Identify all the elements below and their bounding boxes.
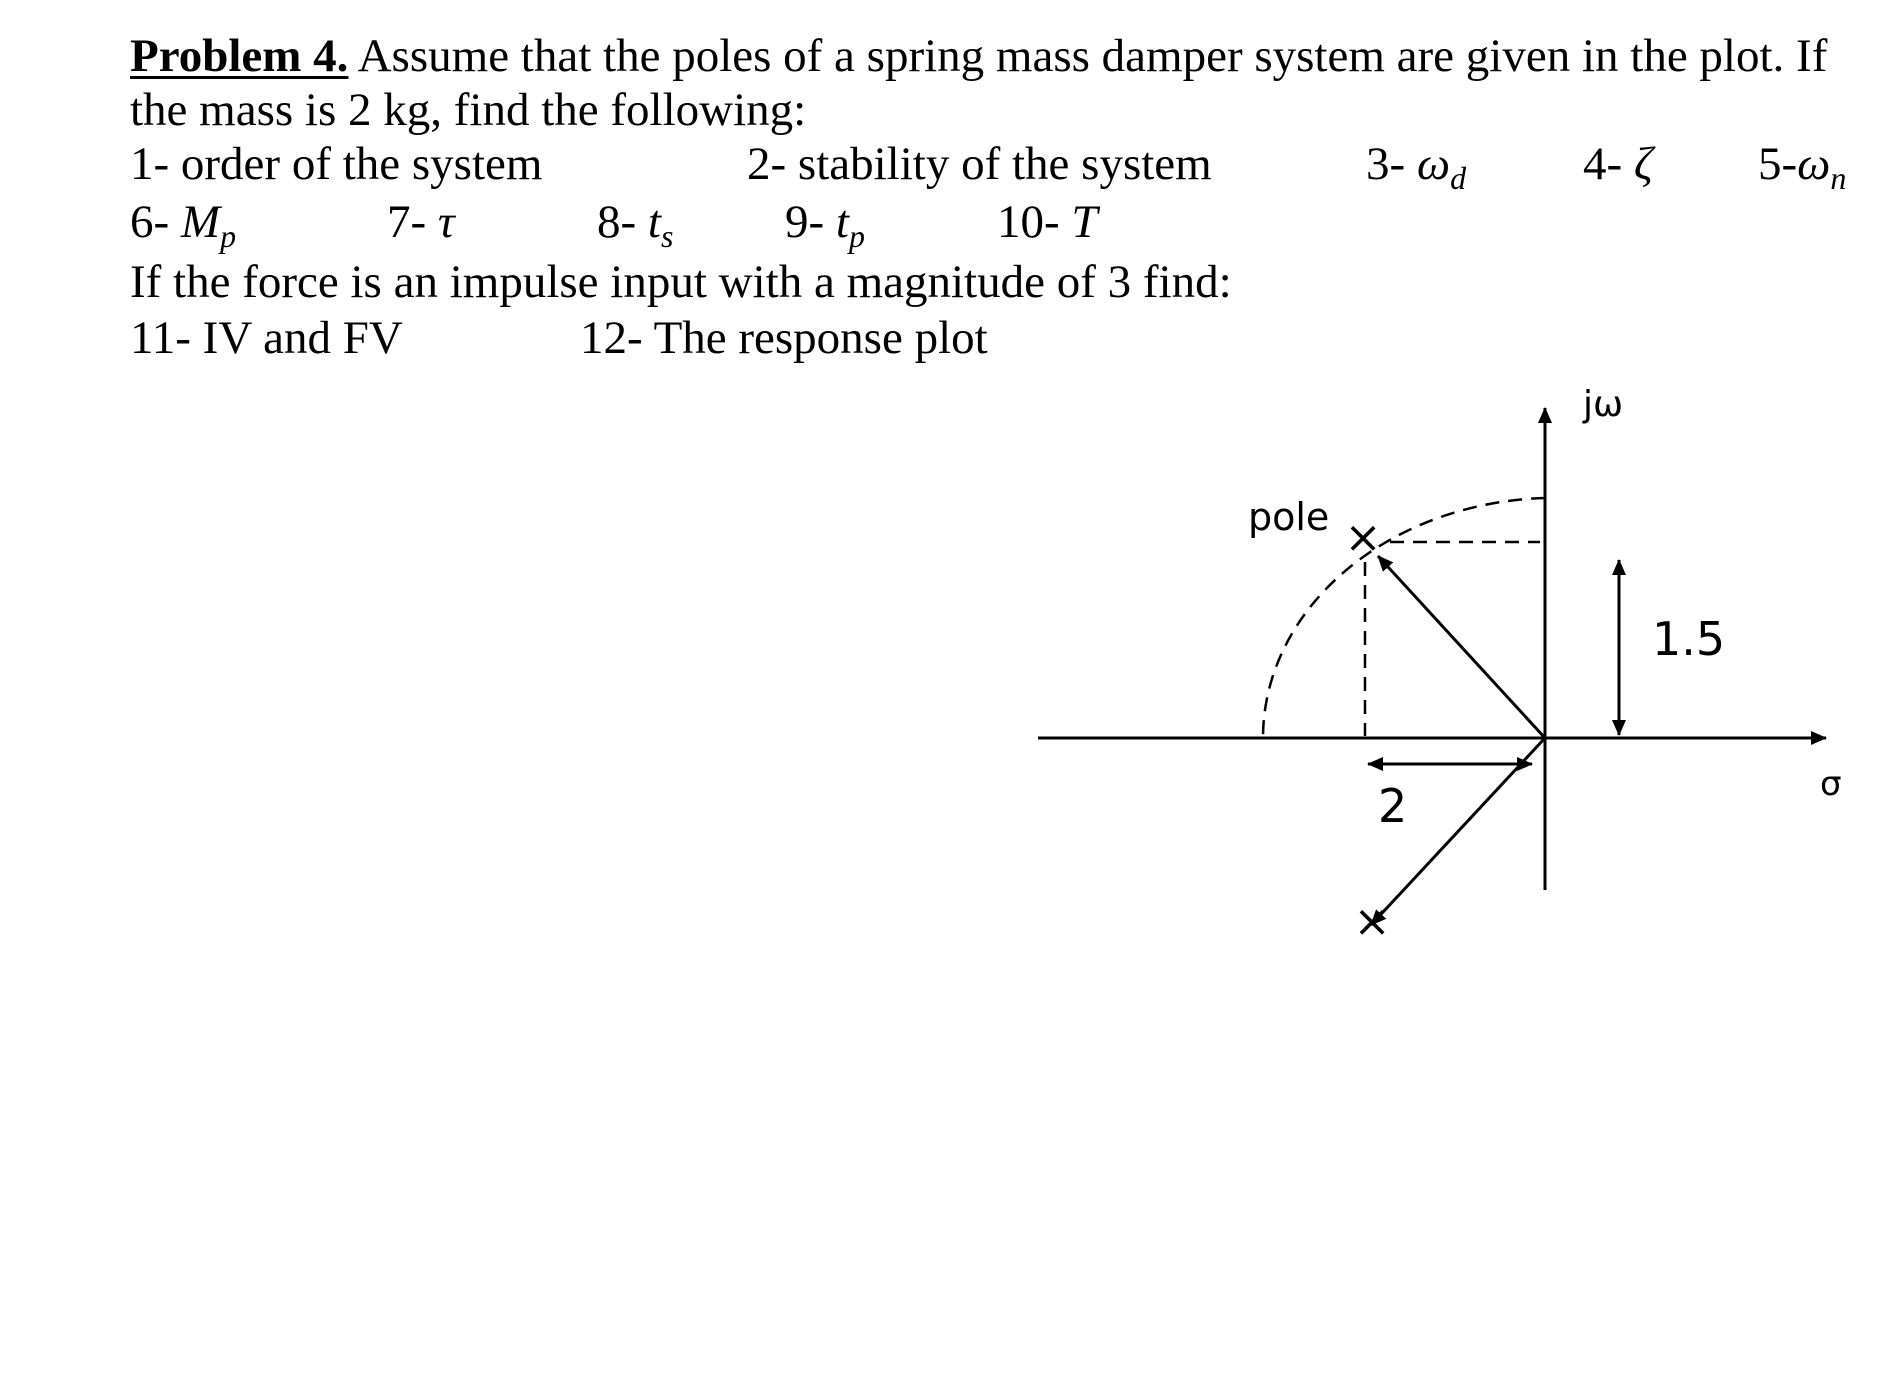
question-item-1: 1- order of the system bbox=[130, 138, 543, 190]
upper-pole-marker: × bbox=[1344, 512, 1382, 563]
problem-title: Problem 4. bbox=[130, 30, 349, 82]
question-item-4: 4- ζ bbox=[1583, 138, 1653, 190]
real-part-value-label: 2 bbox=[1378, 779, 1408, 833]
upper-pole-vector bbox=[1378, 556, 1545, 738]
lower-pole-marker: × bbox=[1353, 896, 1391, 947]
question-item-5: $5-\omega_n$ bbox=[1758, 138, 1847, 196]
question-item-12: 12- The response plot bbox=[580, 312, 988, 364]
question-item-8: 8- $t_s$ bbox=[597, 196, 674, 254]
question-item-11: 11- IV and FV bbox=[130, 312, 403, 364]
real-axis-label: σ bbox=[1820, 764, 1842, 804]
question-item-2: 2- stability of the system bbox=[747, 138, 1212, 190]
question-item-6: 6- $M_p$ bbox=[130, 196, 237, 254]
imag-axis-label: jω bbox=[1583, 384, 1624, 425]
question-item-10: 10- T bbox=[997, 196, 1098, 248]
pole-label: pole bbox=[1248, 495, 1330, 539]
problem-intro-text: Assume that the poles of a spring mass damper system are given in the plot. If bbox=[357, 30, 1828, 82]
question-item-3: 3- $\omega_d$ bbox=[1366, 138, 1467, 196]
imag-part-value-label: 1.5 bbox=[1652, 612, 1726, 666]
question-item-9: 9- $t_p$ bbox=[785, 196, 865, 254]
question-item-7: 7- τ bbox=[387, 196, 455, 248]
impulse-instruction: If the force is an impulse input with a magnitude of 3 find: bbox=[130, 256, 1232, 308]
problem-intro-line2: the mass is 2 kg, find the following: bbox=[130, 84, 807, 136]
